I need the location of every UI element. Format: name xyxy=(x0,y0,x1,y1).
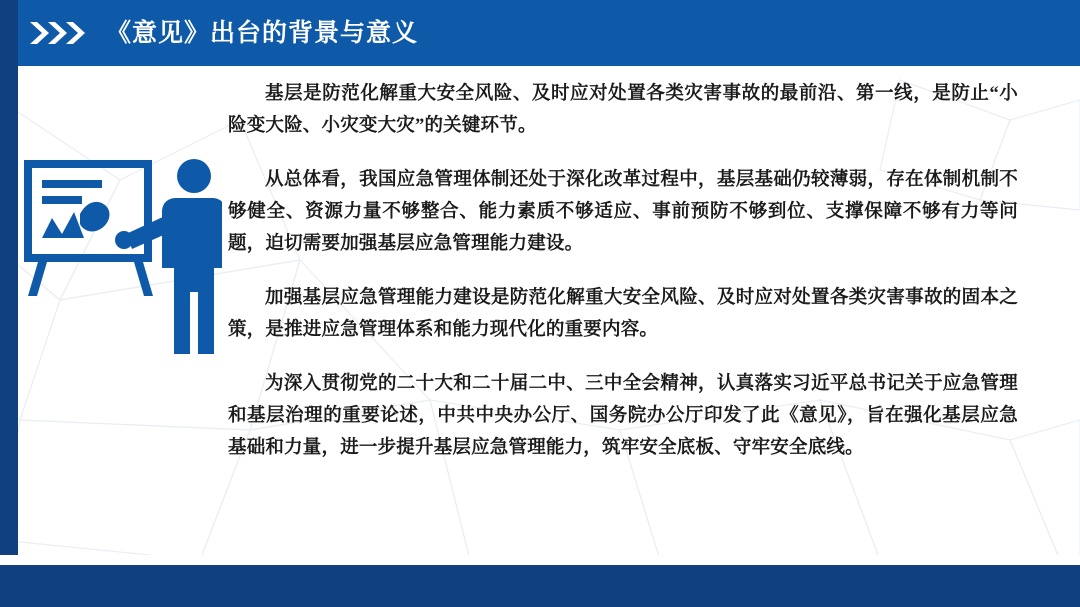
body-paragraph-4: 为深入贯彻党的二十大和二十届二中、三中全会精神，认真落实习近平总书记关于应急管理和基层治理的重要论述，中共中央办公厅、国务院办公厅印发了此《意见》，旨在强化基层应急基础和力量，进一步提升基层应急管理能力，筑牢安全底板、守牢安全底线。 xyxy=(228,374,1018,458)
header-accent-block xyxy=(0,0,18,66)
body-paragraph-3: 加强基层应急管理能力建设是防范化解重大安全风险、及时应对处置各类灾害事故的固本之策，是推进应急管理体系和能力现代化的重要内容。 xyxy=(228,288,1018,340)
left-accent-strip xyxy=(0,0,18,607)
presenter-whiteboard-icon xyxy=(22,152,222,357)
slide-body xyxy=(228,78,1018,464)
slide-footer xyxy=(0,565,1080,607)
slide-header xyxy=(0,0,1080,66)
body-paragraph-2: 从总体看，我国应急管理体制还处于深化改革过程中，基层基础仍较薄弱，存在体制机制不够健全、资源力量不够整合、能力素质不够适应、事前预防不够到位、支撑保障不够有力等问题，迫切需要加强基层应急管理能力建设。 xyxy=(228,170,1018,254)
body-paragraph-1: 基层是防范化解重大安全风险、及时应对处置各类灾害事故的最前沿、第一线，是防止“小险变大险、小灾变大灾”的关键环节。 xyxy=(228,84,1018,136)
page-title: 《意见》出台的背景与意义 xyxy=(106,19,419,47)
footer-white-gap xyxy=(0,555,1080,565)
double-chevron-right-icon xyxy=(30,20,92,46)
